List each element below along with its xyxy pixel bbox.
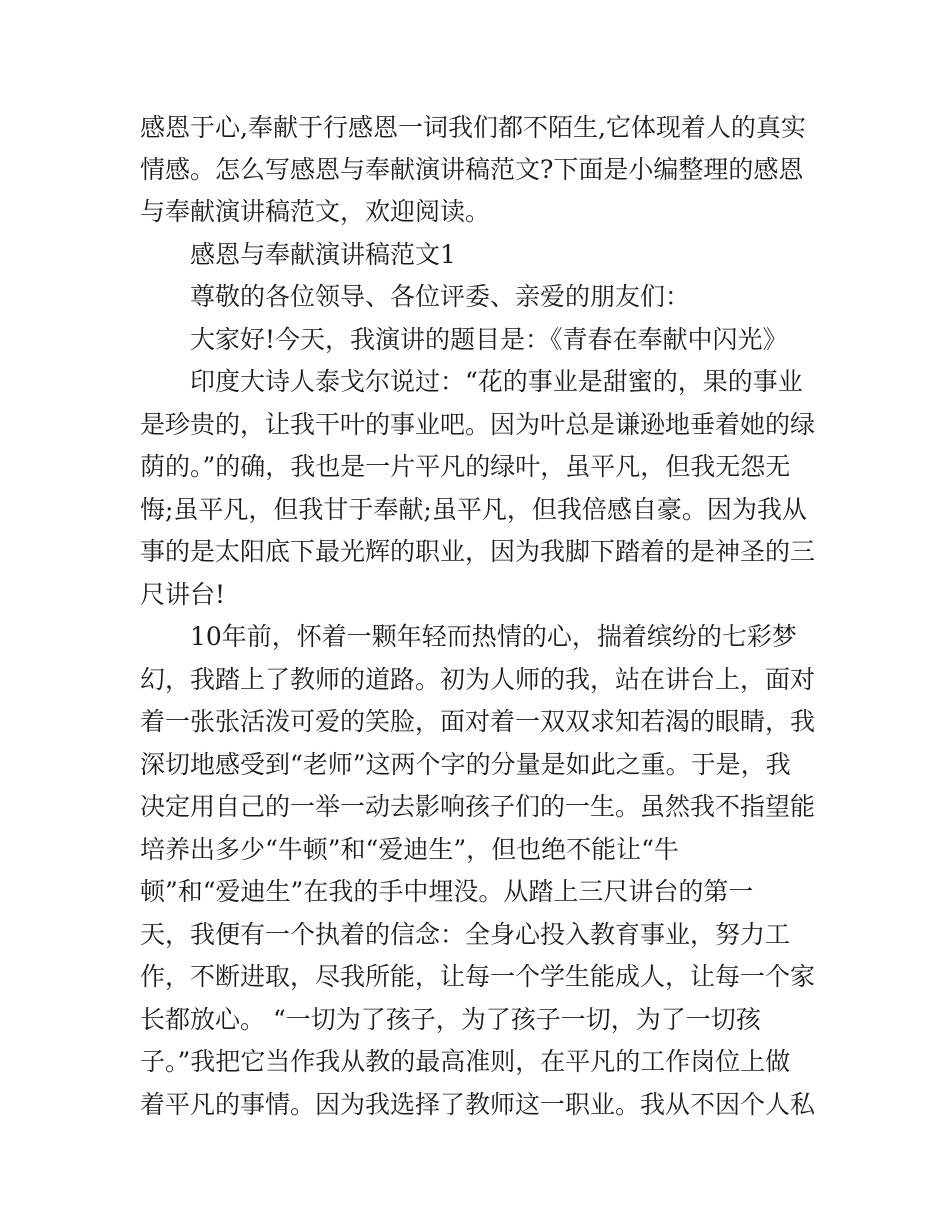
text-line: 天，我便有一个执着的信念：全身心投入教育事业，努力工 [140, 920, 791, 949]
text-line: 感恩于心,奉献于行感恩一词我们都不陌生,它体现着人的真实 [140, 113, 806, 142]
text-line: 长都放心。 “一切为了孩子，为了孩子一切，为了一切孩 [140, 1005, 761, 1034]
salutation: 尊敬的各位领导、各位评委、亲爱的朋友们： [190, 282, 691, 311]
text-line: 作，不断进取，尽我所能，让每一个学生能成人，让每一个家 [140, 962, 816, 991]
text-line: 着一张张活泼可爱的笑脸，面对着一双双求知若渴的眼睛，我 [140, 707, 816, 736]
text-line: 深切地感受到“老师”这两个字的分量是如此之重。于是，我 [140, 750, 791, 779]
text-line: 印度大诗人泰戈尔说过：“花的事业是甜蜜的，果的事业 [190, 367, 803, 396]
text-line: 着平凡的事情。因为我选择了教师这一职业。我从不因个人私 [140, 1090, 816, 1119]
text-line: 荫的。”的确，我也是一片平凡的绿叶，虽平凡，但我无怨无 [140, 452, 791, 481]
text-line: 情感。怎么写感恩与奉献演讲稿范文?下面是小编整理的感恩 [140, 155, 804, 184]
text-line: 是珍贵的，让我干叶的事业吧。因为叶总是谦逊地垂着她的绿 [140, 410, 816, 439]
text-line: 与奉献演讲稿范文，欢迎阅读。 [140, 197, 491, 226]
text-line: 幻，我踏上了教师的道路。初为人师的我，站在讲台上，面对 [140, 665, 816, 694]
text-line: 事的是太阳底下最光辉的职业，因为我脚下踏着的是神圣的三 [140, 537, 816, 566]
text-line: 子。”我把它当作我从教的最高准则，在平凡的工作岗位上做 [140, 1047, 791, 1076]
text-line: 培养出多少“牛顿”和“爱迪生”，但也绝不能让“牛 [140, 835, 679, 864]
text-line: 10年前，怀着一颗年轻而热情的心，揣着缤纷的七彩梦 [190, 622, 797, 651]
text-line: 大家好!今天，我演讲的题目是：《青春在奉献中闪光》 [190, 325, 788, 354]
text-line: 决定用自己的一举一动去影响孩子们的一生。虽然我不指望能 [140, 792, 816, 821]
text-line: 悔;虽平凡，但我甘于奉献;虽平凡，但我倍感自豪。因为我从 [140, 495, 807, 524]
section-heading: 感恩与奉献演讲稿范文1 [190, 240, 456, 269]
text-line: 尺讲台! [140, 580, 226, 609]
text-line: 顿”和“爱迪生”在我的手中埋没。从踏上三尺讲台的第一 [140, 877, 754, 906]
